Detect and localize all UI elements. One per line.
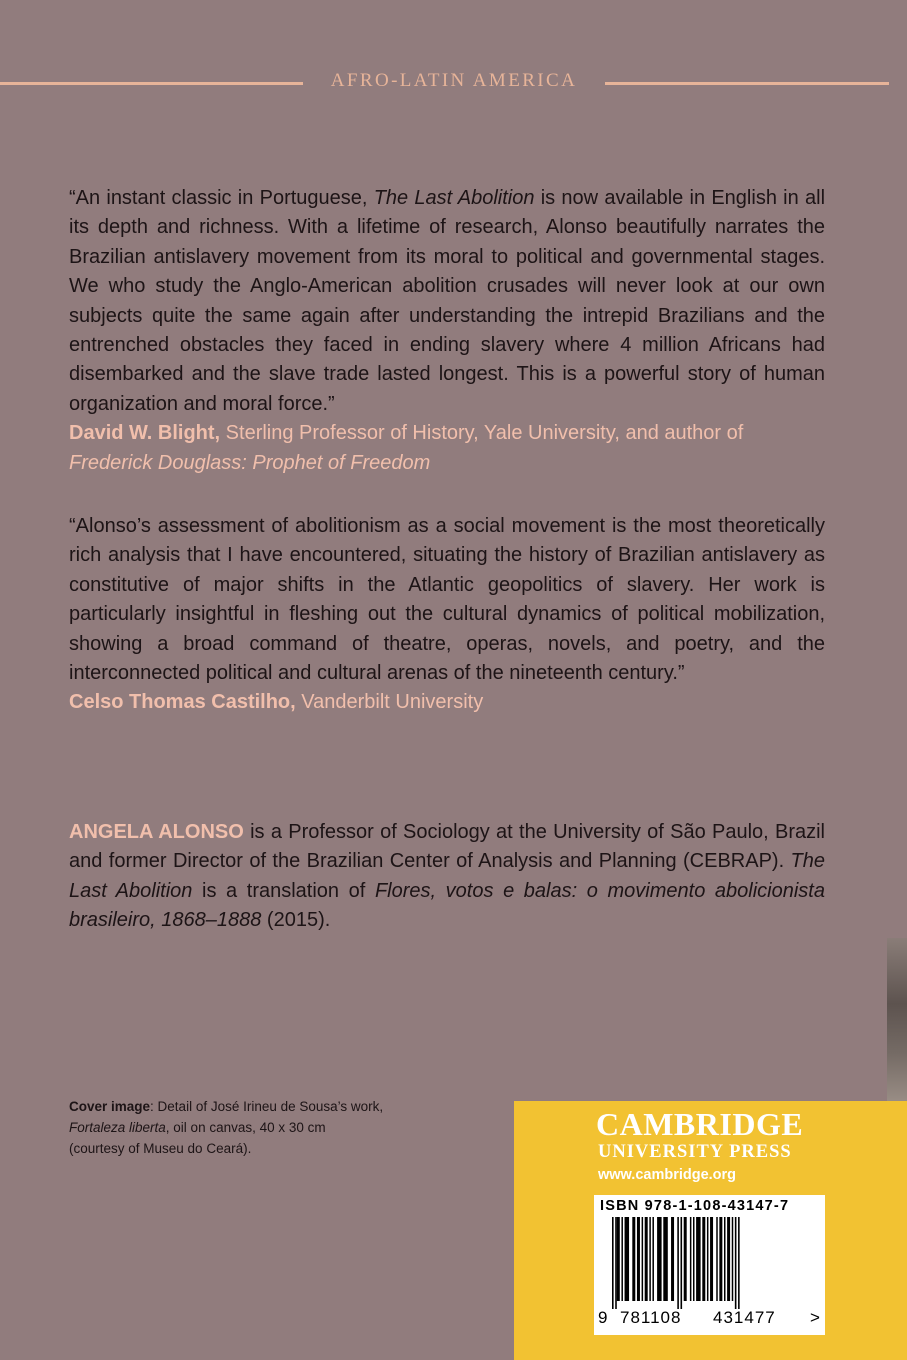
barcode-bar	[671, 1217, 674, 1301]
bio-text: (2015).	[261, 909, 331, 932]
quote-text-run: “Alonso’s assessment of abolitionism as a social movement is the most theoretically rich analysis that I have encountered, situating the history of Brazilian antislavery as constitutive of major shifts in the Atlantic geopolitics of slavery. Her work is particularly insightful in fleshing out the cultural dynamics of political mobilization, showing a broad command of theatre, operas, novels, and poetry, and the interconnected political and cultural arenas of the nineteenth century.”	[69, 515, 825, 685]
author-bio	[69, 818, 825, 936]
barcode-bar	[652, 1217, 654, 1301]
quote-attribution	[69, 419, 825, 478]
quote-text	[69, 512, 825, 688]
quote-attribution	[69, 688, 825, 717]
endorsement-quote-1	[69, 184, 825, 478]
isbn-label: ISBN 978-1-108-43147-7	[600, 1198, 790, 1214]
barcode-guard-bar	[681, 1217, 683, 1309]
credit-text: , oil on canvas, 40 x 30 cm	[165, 1120, 326, 1135]
barcode-bar	[702, 1217, 705, 1301]
series-title: AFRO-LATIN AMERICA	[330, 70, 578, 91]
barcode-bar	[710, 1217, 713, 1301]
barcode-bar	[625, 1217, 630, 1301]
barcode-bar	[727, 1217, 730, 1301]
barcode-bar	[657, 1217, 662, 1301]
endorser-name: Celso Thomas Castilho,	[69, 691, 296, 714]
credit-label: Cover image	[69, 1099, 151, 1114]
barcode-bar	[716, 1217, 718, 1301]
barcode-digit-group-2: 431477	[713, 1308, 776, 1327]
cover-image-credit	[69, 1096, 409, 1159]
series-header	[0, 66, 907, 100]
series-rule-right	[605, 82, 889, 85]
barcode-bar	[621, 1217, 623, 1301]
book-title: The Last Abolition	[373, 187, 535, 209]
publisher-press: UNIVERSITY PRESS	[598, 1142, 792, 1162]
endorser-affiliation: Sterling Professor of History, Yale University, and author of	[220, 422, 744, 445]
barcode-guard-bar	[735, 1217, 737, 1309]
publisher-block	[514, 1101, 907, 1360]
barcode-guard-bar	[677, 1217, 679, 1309]
barcode-bar	[684, 1217, 687, 1301]
credit-text: : Detail of José Irineu de Sousa’s work,	[150, 1099, 384, 1114]
endorsement-quote-2	[69, 512, 825, 718]
endorser-affiliation: Vanderbilt University	[295, 691, 484, 714]
barcode-end-mark: >	[810, 1308, 821, 1327]
barcode-bar	[724, 1217, 726, 1301]
barcode-bar	[632, 1217, 635, 1301]
bio-text: is a Professor of Sociology at the University of São Paulo, Brazil and former Director of the Brazilian Center of Analysis and Planning (CEBRAP).	[69, 821, 825, 873]
barcode-guard-bar	[615, 1217, 617, 1309]
quote-text-run: is now available in English in all its depth and richness. With a lifetime of research, Alonso beautifully narrates the Brazilian antislavery movement from its moral to political and governmental stages. We who study the Anglo-American abolition crusades will never look at our own subjects quite the same again after understanding the intrepid Brazilians and the entrenched obstacles they faced in ending slavery where 4 million Africans had disembarked and the slave trade lasted longest. This is a powerful story of human organization and moral force.”	[69, 187, 826, 415]
cover-image-edge	[887, 938, 907, 1103]
barcode-bars	[594, 1217, 825, 1309]
barcode-bar	[637, 1217, 640, 1301]
barcode-guard-bar	[738, 1217, 740, 1309]
barcode-bar	[732, 1217, 734, 1301]
book-title-english: The Last Abolition	[69, 850, 825, 902]
publisher-name: CAMBRIDGE	[596, 1106, 804, 1142]
endorser-book: Frederick Douglass: Prophet of Freedom	[69, 451, 431, 474]
quote-text-run: “An instant classic in Portuguese,	[69, 187, 374, 209]
credit-text: (courtesy of Museu do Ceará).	[69, 1141, 252, 1156]
barcode	[594, 1195, 825, 1335]
barcode-bar	[690, 1217, 692, 1301]
series-rule-left	[0, 82, 303, 85]
publisher-url: www.cambridge.org	[598, 1167, 737, 1183]
barcode-guard-bar	[612, 1217, 614, 1309]
bio-text: is a translation of	[192, 879, 375, 902]
endorser-name: David W. Blight,	[69, 422, 221, 445]
author-name: ANGELA ALONSO	[69, 821, 244, 843]
barcode-bar	[693, 1217, 695, 1301]
barcode-bar	[617, 1217, 620, 1301]
artwork-title: Fortaleza liberta	[69, 1120, 166, 1135]
barcode-bar	[707, 1217, 709, 1301]
barcode-bar	[696, 1217, 701, 1301]
barcode-lead-digit: 9	[598, 1308, 609, 1327]
barcode-digit-group-1: 781108	[620, 1308, 682, 1327]
barcode-bar	[649, 1217, 651, 1301]
barcode-bar	[719, 1217, 722, 1301]
barcode-bar	[645, 1217, 648, 1301]
book-title-original: Flores, votos e balas: o movimento abolicionista brasileiro, 1868–1888	[69, 879, 825, 932]
barcode-bar	[663, 1217, 668, 1301]
barcode-bar	[642, 1217, 644, 1301]
quote-text	[69, 184, 825, 419]
